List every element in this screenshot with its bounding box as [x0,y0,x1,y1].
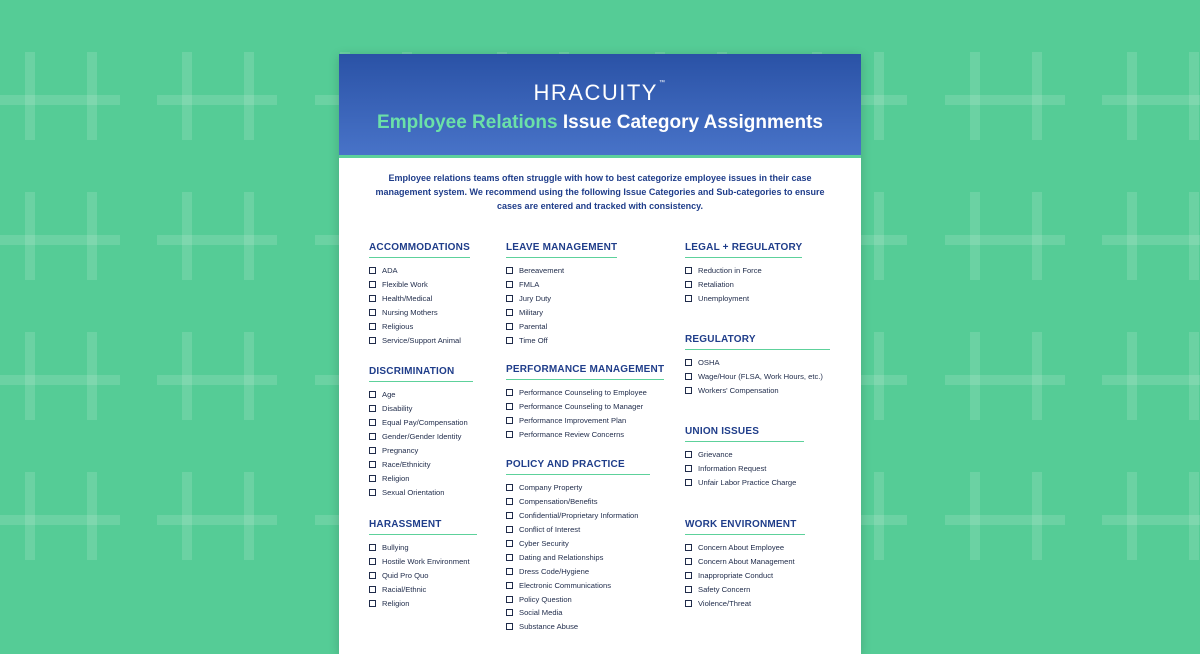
subcategory-label: Cyber Security [519,539,569,548]
logo-hr: HR [533,80,569,105]
category-section [506,359,664,442]
subcategory-list [685,541,805,610]
subcategory-label: Bereavement [519,266,565,276]
subcategory-item [369,278,470,292]
subcategory-list [506,481,650,634]
subcategory-label: Pregnancy [382,446,419,455]
subcategory-label: Race/Ethnicity [382,459,431,469]
subcategory-label: Concern About Employee [698,543,785,553]
checkbox-icon [369,295,376,302]
category-title: REGULATORY [685,334,830,350]
subcategory-item [685,541,805,555]
subcategory-item [506,537,650,551]
pattern-glyph [1102,472,1200,560]
checkbox-icon [506,526,513,533]
subcategory-label: Performance Improvement Plan [519,416,627,426]
subcategory-label: Retaliation [698,280,734,290]
pattern-glyph [157,192,277,280]
checkbox-icon [685,451,692,458]
subcategory-label: Wage/Hour (FLSA, Work Hours, etc.) [698,372,823,382]
subcategory-label: Policy Question [519,594,572,604]
subcategory-label: Information Request [698,464,767,474]
subcategory-item [369,583,477,597]
subcategory-item [369,471,473,485]
subcategory-item [369,430,473,444]
checkbox-icon [506,498,513,505]
pattern-glyph [1102,52,1200,140]
subcategory-label: Grievance [698,450,733,460]
subcategory-item [685,356,830,370]
subcategory-item [506,320,617,334]
checkbox-icon [506,540,513,547]
subcategory-label: Service/Support Animal [382,335,461,345]
subcategory-label: Conflict of Interest [519,525,581,535]
subcategory-item [506,481,650,495]
pattern-glyph [1102,332,1200,420]
subcategory-label: Hostile Work Environment [382,557,470,567]
pattern-glyph [157,332,277,420]
subcategory-label: Nursing Mothers [382,308,438,318]
subcategory-item [369,320,470,334]
subcategory-label: Flexible Work [382,280,428,290]
subcategory-item [506,606,650,620]
subcategory-item [369,457,473,471]
subcategory-item [369,597,477,611]
subcategory-item [685,583,805,597]
document-sheet [339,54,861,654]
checkbox-icon [685,465,692,472]
pattern-glyph [157,52,277,140]
checkbox-icon [369,267,376,274]
subcategory-item [685,462,804,476]
subcategory-label: Dress Code/Hygiene [519,566,590,576]
title-rest: Issue Category Assignments [557,112,823,133]
category-title: LEAVE MANAGEMENT [506,242,617,258]
checkbox-icon [685,267,692,274]
checkbox-icon [685,373,692,380]
pattern-glyph [945,192,1065,280]
subcategory-item [685,448,804,462]
subcategory-item [369,402,473,416]
category-section [506,454,650,634]
subcategory-label: Religion [382,473,410,483]
subcategory-item [506,592,650,606]
checkbox-icon [506,609,513,616]
logo-acuity: ACUITY [568,80,658,105]
subcategory-item [506,292,617,306]
subcategory-label: Sexual Orientation [382,487,445,497]
logo-trademark: ™ [658,80,667,86]
checkbox-icon [506,554,513,561]
subcategory-list [685,356,830,398]
subcategory-label: Performance Counseling to Manager [519,402,644,412]
subcategory-item [685,384,830,398]
intro-paragraph: Employee relations teams often struggle with how to best categorize employee issues in their case management system. We recommend using the following Issue Categories and Sub-categories to ensure cases are entered and tracked with consistency. [375,173,825,211]
category-title: UNION ISSUES [685,426,804,442]
subcategory-item [685,569,805,583]
checkbox-icon [506,596,513,603]
pattern-glyph [0,192,120,280]
checkbox-icon [685,586,692,593]
category-title: HARASSMENT [369,519,477,535]
subcategory-label: Confidential/Proprietary Information [519,511,639,521]
pattern-glyph [945,472,1065,560]
subcategory-label: Dating and Relationships [519,552,604,562]
category-title: DISCRIMINATION [369,366,473,382]
subcategory-item [685,292,802,306]
category-section [685,237,802,306]
subcategory-label: Substance Abuse [519,622,579,632]
subcategory-item [506,495,650,509]
subcategory-label: ADA [382,266,398,276]
subcategory-label: Unemployment [698,294,750,304]
subcategory-label: Inappropriate Conduct [698,571,774,581]
checkbox-icon [369,419,376,426]
pattern-glyph [0,52,120,140]
subcategory-label: Religion [382,599,410,608]
checkbox-icon [506,323,513,330]
subcategory-item [506,386,664,400]
subcategory-item [369,569,477,583]
pattern-glyph [0,472,120,560]
checkbox-icon [369,405,376,412]
checkbox-icon [369,447,376,454]
subcategory-label: Performance Review Concerns [519,430,625,440]
checkbox-icon [506,512,513,519]
pattern-glyph [157,472,277,560]
subcategory-list [369,541,477,610]
subcategory-label: Concern About Management [698,557,795,567]
pattern-glyph [1102,192,1200,280]
subcategory-item [506,333,617,347]
subcategory-label: Racial/Ethnic [382,585,427,595]
subcategory-item [506,550,650,564]
checkbox-icon [506,267,513,274]
subcategory-item [369,416,473,430]
checkbox-icon [369,309,376,316]
checkbox-icon [369,461,376,468]
subcategory-label: Safety Concern [698,585,751,595]
subcategory-item [369,264,470,278]
subcategory-label: Parental [519,322,548,331]
checkbox-icon [506,568,513,575]
subcategory-item [685,264,802,278]
subcategory-label: Reduction in Force [698,266,762,276]
checkbox-icon [369,586,376,593]
subcategory-item [506,264,617,278]
subcategory-label: Equal Pay/Compensation [382,418,468,428]
checkbox-icon [506,431,513,438]
subcategory-label: Electronic Communications [519,580,612,590]
checkbox-icon [369,489,376,496]
checkbox-icon [369,558,376,565]
checkbox-icon [369,337,376,344]
subcategory-item [369,306,470,320]
checkbox-icon [685,572,692,579]
subcategory-item [369,555,477,569]
subcategory-label: Bullying [382,543,409,553]
pattern-glyph [945,332,1065,420]
subcategory-item [506,620,650,634]
subcategory-label: Disability [382,404,413,414]
subcategory-list [685,264,802,306]
checkbox-icon [506,281,513,288]
checkbox-icon [506,417,513,424]
checkbox-icon [685,600,692,607]
subcategory-list [685,448,804,490]
category-section [685,514,805,610]
subcategory-item [506,578,650,592]
document-title [339,112,861,134]
checkbox-icon [506,295,513,302]
subcategory-label: Violence/Threat [698,599,752,608]
subcategory-label: Gender/Gender Identity [382,432,462,442]
subcategory-label: Unfair Labor Practice Charge [698,478,797,488]
subcategory-label: Jury Duty [519,294,552,304]
checkbox-icon [369,433,376,440]
checkbox-icon [506,389,513,396]
category-section [369,237,470,347]
category-title: PERFORMANCE MANAGEMENT [506,364,664,380]
checkbox-icon [369,600,376,607]
subcategory-label: Company Property [519,483,583,493]
category-title: ACCOMMODATIONS [369,242,470,258]
checkbox-icon [506,403,513,410]
subcategory-item [369,388,473,402]
category-section [369,514,477,610]
checkbox-icon [506,309,513,316]
subcategory-label: Religious [382,322,414,331]
subcategory-label: Military [519,308,544,318]
subcategory-label: OSHA [698,358,720,368]
document-header [339,54,861,158]
category-section [685,421,804,490]
checkbox-icon [685,281,692,288]
subcategory-item [369,541,477,555]
category-title: LEGAL + REGULATORY [685,242,802,258]
subcategory-item [506,400,664,414]
checkbox-icon [685,295,692,302]
checkbox-icon [369,281,376,288]
checkbox-icon [369,475,376,482]
pattern-glyph [945,52,1065,140]
checkbox-icon [369,572,376,579]
subcategory-label: FMLA [519,280,540,290]
subcategory-label: Quid Pro Quo [382,571,429,581]
checkbox-icon [685,558,692,565]
subcategory-item [506,428,664,442]
subcategory-item [369,333,470,347]
checkbox-icon [369,391,376,398]
subcategory-item [506,523,650,537]
subcategory-item [506,509,650,523]
subcategory-item [369,444,473,458]
subcategory-item [369,292,470,306]
subcategory-item [685,370,830,384]
checkbox-icon [369,544,376,551]
category-title: WORK ENVIRONMENT [685,519,805,535]
checkbox-icon [685,387,692,394]
checkbox-icon [369,323,376,330]
subcategory-item [685,597,805,611]
pattern-glyph [0,332,120,420]
subcategory-label: Health/Medical [382,294,433,304]
subcategory-item [685,278,802,292]
checkbox-icon [506,337,513,344]
category-section [685,329,830,398]
checkbox-icon [685,359,692,366]
subcategory-item [506,306,617,320]
subcategory-item [506,564,650,578]
checkbox-icon [506,484,513,491]
subcategory-item [685,476,804,490]
category-section [506,237,617,347]
subcategory-label: Workers' Compensation [698,386,779,396]
subcategory-item [369,485,473,499]
title-accent: Employee Relations [377,112,558,133]
subcategory-list [369,388,473,499]
subcategory-item [506,414,664,428]
checkbox-icon [685,544,692,551]
category-section [369,361,473,499]
subcategory-list [506,264,617,347]
checkbox-icon [506,623,513,630]
subcategory-label: Age [382,390,396,400]
category-title: POLICY AND PRACTICE [506,459,650,475]
subcategory-label: Social Media [519,608,563,618]
checkbox-icon [506,582,513,589]
subcategory-item [506,278,617,292]
subcategory-label: Compensation/Benefits [519,497,598,507]
subcategory-list [369,264,470,347]
subcategory-label: Performance Counseling to Employee [519,388,647,398]
subcategory-label: Time Off [519,335,548,345]
subcategory-list [506,386,664,442]
subcategory-item [685,555,805,569]
hr-acuity-logo [339,80,861,106]
checkbox-icon [685,479,692,486]
